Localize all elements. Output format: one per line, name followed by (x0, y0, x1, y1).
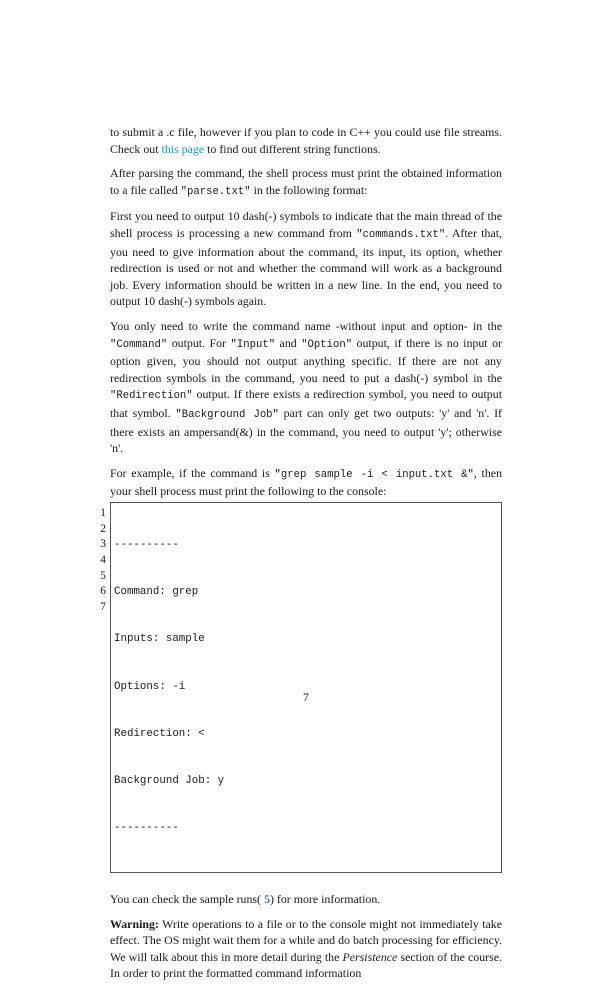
text: First you need to output 10 dash(-) symbols to indicate that the main thread of the shell process is processing a new command from (110, 209, 502, 240)
paragraph-warning (110, 916, 502, 982)
text: and (275, 335, 302, 350)
this-page-link[interactable]: this page (161, 141, 205, 156)
text: After parsing the command, the shell process must print the obtained information to a file called (110, 166, 502, 197)
paragraph-output-fields (110, 318, 502, 457)
commands-file-name: "commands.txt" (356, 228, 446, 241)
code-line: Redirection: < (114, 727, 205, 740)
text: in the following format: (250, 182, 368, 197)
code-line: ---------- (114, 539, 179, 552)
warning-label: Warning: (110, 916, 159, 931)
paragraph-parse-output (110, 165, 502, 200)
page-number: 7 (303, 690, 309, 704)
text: ) for more information. (269, 891, 381, 906)
text: output. If there exists a redirection symbol, you need to output that symbol. (110, 387, 502, 420)
line-number: 4 (100, 553, 106, 566)
code-line: Command: grep (114, 586, 199, 599)
paragraph-output-format (110, 208, 502, 310)
line-number: 2 (100, 522, 106, 535)
code-line: ---------- (114, 821, 179, 834)
persistence-term: Persistence (342, 949, 398, 964)
code-listing (100, 502, 502, 873)
page-body (100, 124, 503, 990)
paragraph-sample-runs (110, 891, 502, 908)
text: Write operations to a file or to the console might not immediately take effect. The OS might wait them for a while and do batch processing for efficiency. We will talk about this in more detail during the (110, 916, 502, 964)
text: output, if there is no input or option given, you should not output anything specific. If there are not any redirection symbols in the command, you need to put a dash(-) symbol in the (110, 335, 502, 385)
text: You only need to write the command name -without input and option- in the (110, 318, 502, 333)
paragraph-example (110, 465, 502, 500)
background-job-field: "Background Job" (175, 408, 279, 421)
option-field: "Option" (301, 338, 353, 351)
redirection-field: "Redirection" (110, 390, 193, 403)
code-box (110, 502, 502, 873)
section-ref-link[interactable]: 5 (264, 891, 270, 906)
line-number: 5 (100, 569, 106, 582)
example-command: "grep sample -i < input.txt &" (274, 468, 474, 481)
line-number: 1 (100, 506, 106, 519)
line-number: 7 (100, 601, 106, 614)
text: section of the course. In order to print the formatted command information (110, 949, 502, 981)
text: You can check the sample runs( (110, 891, 264, 906)
text: , then your shell process must print the following to the console: (110, 465, 503, 499)
text: to find out different string functions. (204, 141, 381, 156)
line-number: 3 (100, 538, 106, 551)
text: output. For (167, 335, 231, 350)
text: For example, if the command is (110, 465, 275, 480)
paragraph-string-functions (110, 124, 502, 157)
code-line: Background Job: y (114, 774, 225, 787)
parse-file-name: "parse.txt" (180, 185, 251, 198)
code-line: Options: -i (114, 680, 186, 693)
text: part can only get two outputs: 'y' and 'n'. If there exists an ampersand(&) in the command, you need to output 'y'; otherwise 'n'. (110, 405, 503, 456)
input-field: "Input" (230, 338, 276, 351)
text: to submit a .c file, however if you plan to code in C++ you could use file streams. Check out (110, 125, 502, 156)
text: . After that, you need to give information about the command, its input, its option, whether redirection is used or not and whether the command will work as a background job. Every information should be written in a new line. In the end, you need to output 10 dash(-) symbols again. (110, 225, 502, 309)
line-number: 6 (100, 585, 106, 598)
line-numbers (96, 502, 106, 616)
command-field: "Command" (110, 338, 168, 351)
code-line: Inputs: sample (114, 633, 205, 646)
